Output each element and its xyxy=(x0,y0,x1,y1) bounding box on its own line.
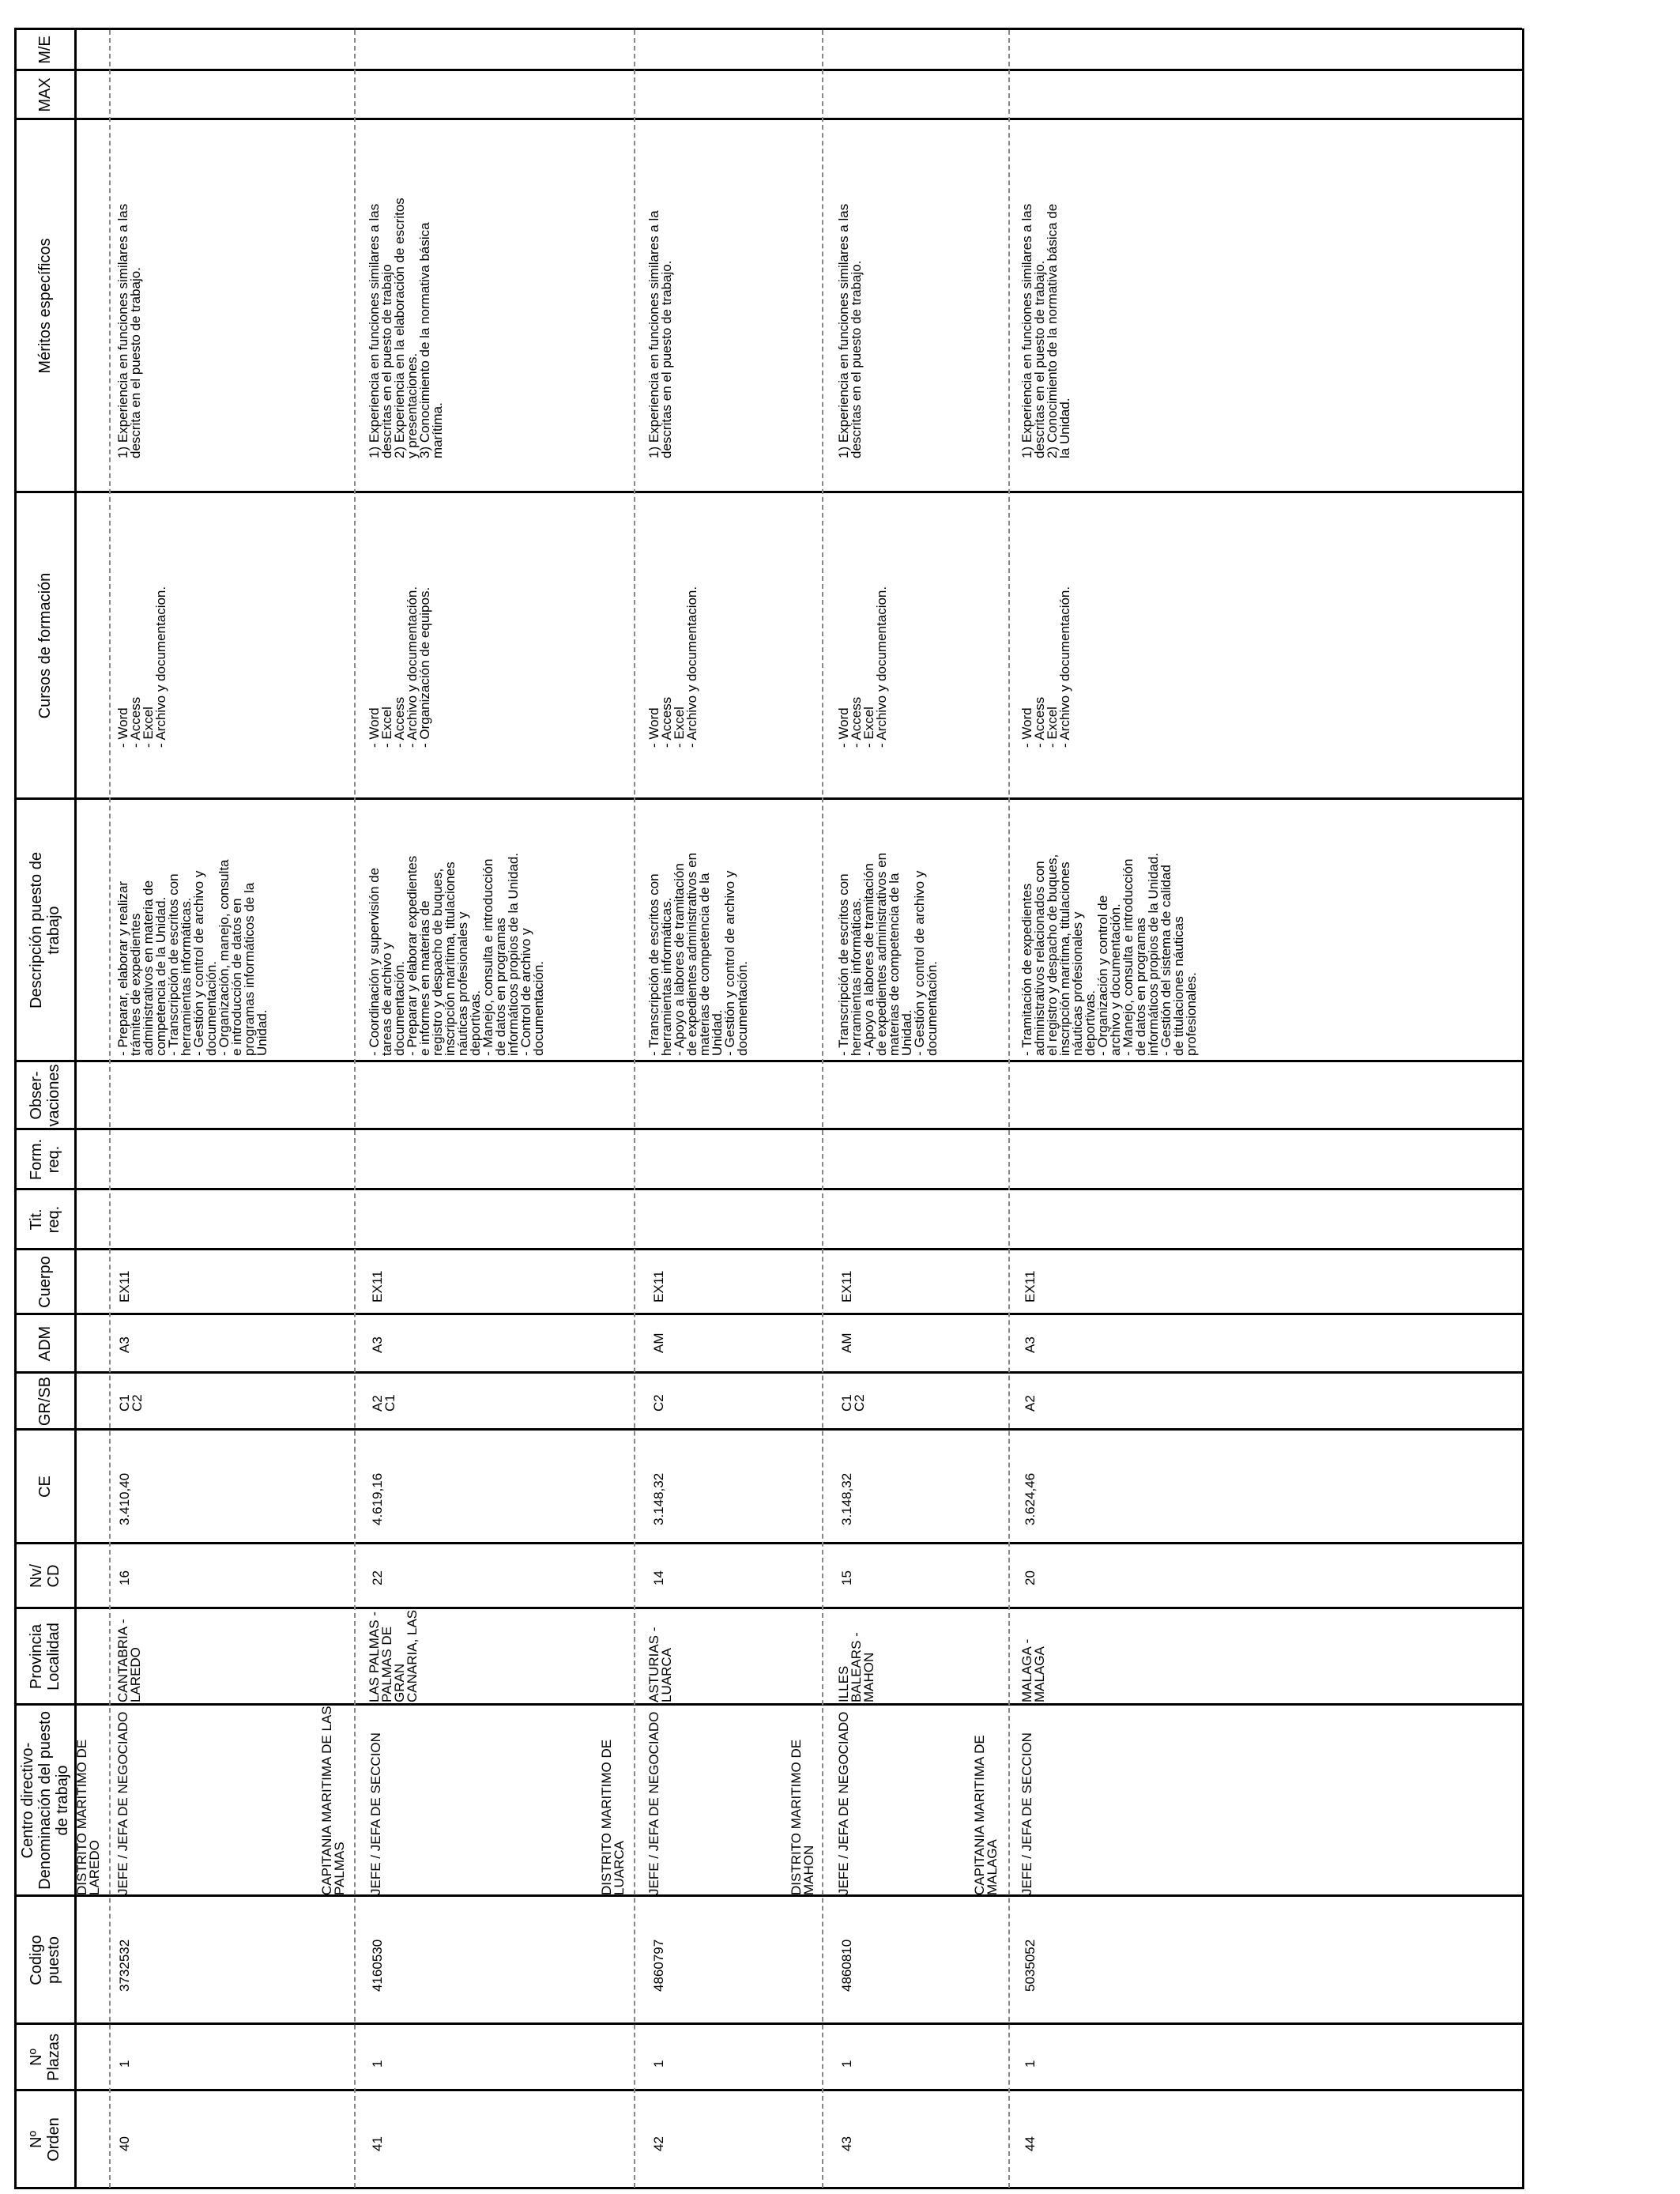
descripcion-44: - Tramitación de expedientes administrativos relacionados con el registro y despacho de buques, inscripción marítima, titulaciones náuticas profesionales y deportivas. - Organización y control de archivo y documentación. - Manejo, consulta e introducción de datos en programas informáticos propios de la Unidad. - Gestión del sistema de calidad de titulaciones náuticas profesionales. xyxy=(1019,852,1199,1056)
adm-42: AM xyxy=(651,1333,666,1353)
plazas-42: 1 xyxy=(651,2060,666,2068)
header-codigo: Codigo puesto xyxy=(28,1935,62,1985)
centro-header-40: DISTRITO MARITIMO DE LAREDO xyxy=(74,1739,102,1895)
cuerpo-42: EX11 xyxy=(651,1270,666,1302)
puesto-41: JEFE / JEFA DE SECCION xyxy=(368,1732,383,1895)
cuerpo-40: EX11 xyxy=(117,1270,132,1302)
puesto-43: JEFE / JEFA DE NEGOCIADO xyxy=(836,1711,851,1895)
col-border xyxy=(14,1248,1522,1250)
header-cursos: Cursos de formación xyxy=(36,572,54,719)
cursos-44: - Word - Access - Excel - Archivo y documentación. xyxy=(1019,586,1072,748)
col-border xyxy=(14,1313,1522,1315)
col-border xyxy=(14,1188,1522,1190)
col-border xyxy=(14,2187,1522,2189)
row-separator xyxy=(354,30,356,2188)
ce-40: 3.410,40 xyxy=(117,1472,132,1525)
col-border xyxy=(14,1060,1522,1062)
provincia-40: CANTABRIA - LAREDO xyxy=(115,1619,143,1702)
grsb-42: C2 xyxy=(651,1394,666,1412)
adm-43: AM xyxy=(839,1333,854,1353)
nivel-44: 20 xyxy=(1023,1570,1038,1585)
col-border xyxy=(14,797,1522,800)
orden-44: 44 xyxy=(1023,2136,1038,2151)
descripcion-40: - Preparar, elaborar y realizar trámites de expedientes administrativos en materia de competencia de la Unidad. - Transcripción de escritos con herramientas informáticas. - Gestión y control de archivo y documentación. - Organización, manejo, consulta e introducción de datos en programas informáticos de la Unidad. xyxy=(115,859,269,1056)
codigo-43: 4860810 xyxy=(839,1939,854,1992)
ce-43: 3.148,32 xyxy=(839,1472,854,1525)
provincia-43: ILLES BALEARS - MAHON xyxy=(836,1632,876,1702)
header-provincia: Provincia Localidad xyxy=(28,1623,62,1691)
centro-header-42: DISTRITO MARITIMO DE LUARCA xyxy=(599,1739,627,1895)
cuerpo-43: EX11 xyxy=(839,1270,854,1302)
col-border xyxy=(14,491,1522,493)
grsb-44: A2 xyxy=(1023,1395,1038,1412)
col-border xyxy=(14,1894,1522,1897)
puesto-44: JEFE / JEFA DE SECCION xyxy=(1019,1732,1034,1895)
descripcion-42: - Transcripción de escritos con herramientas informáticas. - Apoyo a labores de tramitación de expedientes administrativos en materias de competencia de la Unidad. - Gestión y control de archivo y documentación. xyxy=(646,852,750,1056)
codigo-41: 4160530 xyxy=(370,1939,385,1992)
col-border xyxy=(14,1128,1522,1130)
table-bottom-border xyxy=(1522,28,1524,2189)
col-border xyxy=(14,2022,1522,2025)
nivel-40: 16 xyxy=(117,1570,132,1585)
row-separator xyxy=(822,30,823,2188)
descripcion-41: - Coordinación y supervisión de tareas de archivo y documentación. - Preparar y elaborar expedientes e informes en materias de registro y despacho de buques, inscripción marítima, titulaciones náuticas profesionales y deportivas. - Manejo, consulta e introducción de datos en programas informáticos propios de la Unidad. - Control de archivo y documentación. xyxy=(367,852,546,1056)
orden-43: 43 xyxy=(839,2136,854,2151)
descripcion-43: - Transcripción de escritos con herramientas informáticas. - Apoyo a labores de tramitación de expedientes administrativos en materias de competencia de la Unidad. - Gestión y control de archivo y documentación. xyxy=(836,852,940,1056)
puesto-42: JEFE / JEFA DE NEGOCIADO xyxy=(646,1711,661,1895)
col-border xyxy=(14,69,1522,71)
col-border xyxy=(14,1428,1522,1431)
header-nivel: Nv/ CD xyxy=(28,1564,62,1588)
table-top-border xyxy=(14,28,17,2189)
centro-header-43: DISTRITO MARITIMO DE MAHON xyxy=(789,1739,816,1895)
orden-41: 41 xyxy=(370,2136,385,2151)
col-border xyxy=(14,2089,1522,2091)
provincia-42: ASTURIAS - LUARCA xyxy=(646,1627,674,1702)
plazas-41: 1 xyxy=(370,2060,385,2068)
provincia-44: MALAGA - MALAGA xyxy=(1019,1638,1047,1702)
grsb-43: C1 C2 xyxy=(839,1394,867,1412)
ce-41: 4.619,16 xyxy=(370,1472,385,1525)
col-border xyxy=(14,118,1522,120)
header-adm: ADM xyxy=(36,1325,54,1362)
nivel-42: 14 xyxy=(651,1570,666,1585)
ce-44: 3.624,46 xyxy=(1023,1472,1038,1525)
plazas-40: 1 xyxy=(117,2060,132,2068)
cursos-43: - Word - Access - Excel - Archivo y documentacion. xyxy=(836,586,889,748)
col-border xyxy=(14,1542,1522,1544)
header-centro: Centro directivo- Denominación del puesto de trabajo xyxy=(19,1711,71,1890)
meritos-40: 1) Experiencia en funciones similares a las descrita en el puesto de trabajo. xyxy=(115,203,143,458)
nivel-43: 15 xyxy=(839,1570,854,1585)
orden-40: 40 xyxy=(117,2136,132,2151)
row-separator xyxy=(1008,30,1010,2188)
header-form: Form. req. xyxy=(28,1138,62,1181)
header-orden: Nº Orden xyxy=(28,2117,62,2162)
puesto-40: JEFE / JEFA DE NEGOCIADO xyxy=(115,1711,130,1895)
col-border xyxy=(14,28,1522,30)
header-tit: Tit. req. xyxy=(28,1205,62,1234)
codigo-40: 3732532 xyxy=(117,1939,132,1992)
header-max: MAX xyxy=(36,77,54,112)
header-grsb: GR/SB xyxy=(36,1376,54,1427)
codigo-44: 5035052 xyxy=(1023,1939,1038,1992)
cursos-42: - Word - Access - Excel - Archivo y documentacion. xyxy=(646,586,699,748)
row-separator xyxy=(634,30,635,2188)
nivel-41: 22 xyxy=(370,1570,385,1585)
cursos-40: - Word - Access - Excel - Archivo y documentacion. xyxy=(115,586,168,748)
grsb-40: C1 C2 xyxy=(117,1394,145,1412)
header-me: M/E xyxy=(36,36,54,64)
codigo-42: 4860797 xyxy=(651,1939,666,1992)
plazas-43: 1 xyxy=(839,2060,854,2068)
meritos-41: 1) Experiencia en funciones similares a las descritas en el puesto de trabajo 2) Experiencia en la elaboración de escritos y presentaciones. 3) Conocimiento de la normativa básica marítima. xyxy=(367,198,445,458)
cuerpo-44: EX11 xyxy=(1023,1270,1038,1302)
meritos-44: 1) Experiencia en funciones similares a las descritas en el puesto de trabajo. 2) Conocimiento de la normativa básica de la Unidad. xyxy=(1019,203,1072,458)
col-border xyxy=(14,1371,1522,1374)
meritos-43: 1) Experiencia en funciones similares a las descritas en el puesto de trabajo. xyxy=(836,203,864,458)
grsb-41: A2 C1 xyxy=(370,1394,397,1412)
orden-42: 42 xyxy=(651,2136,666,2151)
header-ce: CE xyxy=(36,1476,54,1498)
col-border xyxy=(14,1607,1522,1609)
header-obs: Obser- vaciones xyxy=(28,1064,62,1127)
col-border xyxy=(14,1703,1522,1706)
header-meritos: Méritos específicos xyxy=(36,238,54,374)
header-plazas: Nº Plazas xyxy=(28,2033,62,2082)
header-descripcion: Descripción puesto de trabajo xyxy=(28,852,62,1008)
centro-header-44: CAPITANIA MARITIMA DE MALAGA xyxy=(972,1735,1000,1895)
plazas-44: 1 xyxy=(1023,2060,1038,2068)
adm-44: A3 xyxy=(1023,1336,1038,1353)
cursos-41: - Word - Excel - Access - Archivo y documentación. - Organización de equipos. xyxy=(367,586,432,748)
cuerpo-41: EX11 xyxy=(370,1270,385,1302)
centro-header-41: CAPITANIA MARITIMA DE LAS PALMAS xyxy=(319,1706,347,1895)
ce-42: 3.148,32 xyxy=(651,1472,666,1525)
meritos-42: 1) Experiencia en funciones similares a la descritas en el puesto de trabajo. xyxy=(646,210,674,458)
provincia-41: LAS PALMAS - PALMAS DE GRAN CANARIA, LAS xyxy=(367,1609,420,1702)
adm-41: A3 xyxy=(370,1336,385,1353)
adm-40: A3 xyxy=(117,1336,132,1353)
header-cuerpo: Cuerpo xyxy=(36,1256,54,1308)
row-separator xyxy=(109,30,111,2188)
